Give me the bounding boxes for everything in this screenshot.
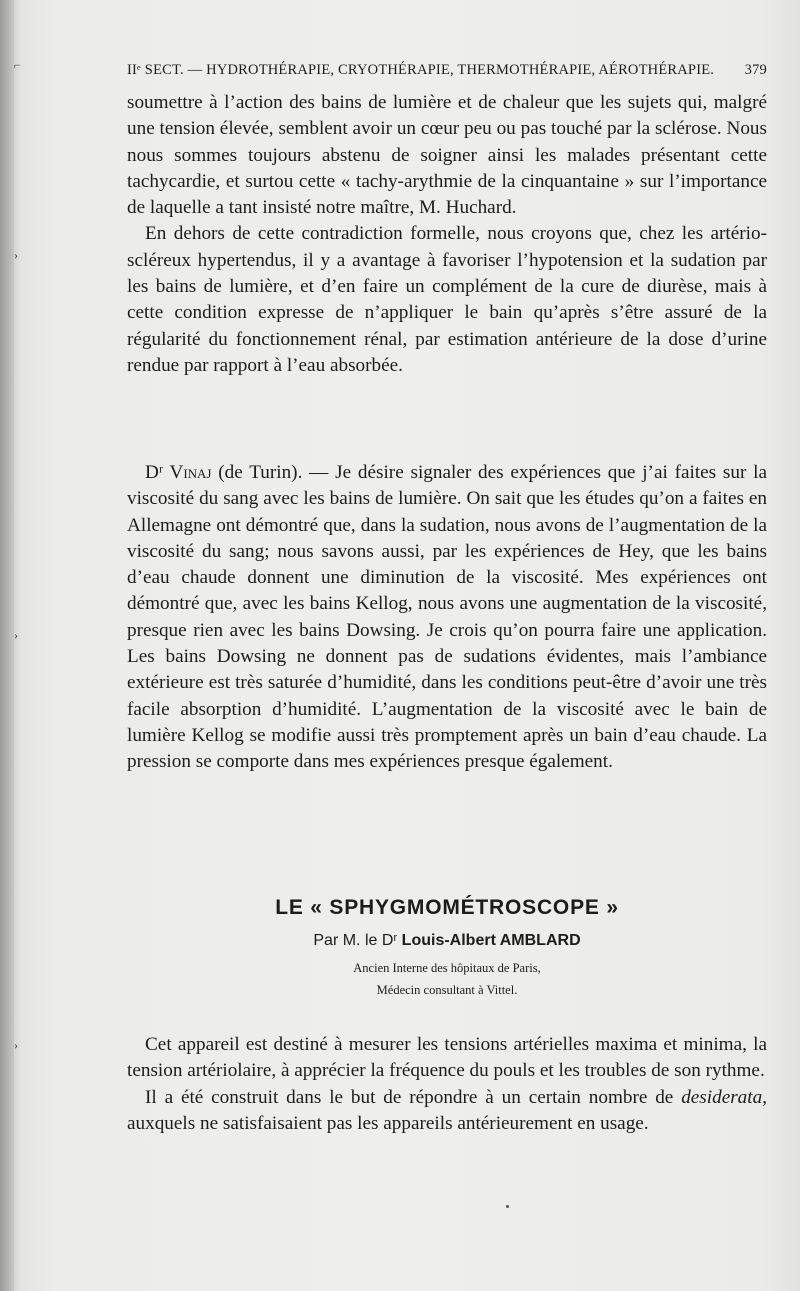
page-number: 379 (744, 62, 767, 78)
page-binding-edge (0, 0, 14, 1291)
running-header (127, 62, 767, 79)
body-text-upper (127, 90, 767, 379)
running-title: IIᵉ SECT. — HYDROTHÉRAPIE, CRYOTHÉRAPIE, THERMOTHÉRAPIE, AÉROTHÉRAPIE. (127, 62, 715, 78)
ink-speck (506, 1205, 509, 1208)
margin-mark: ⌐ (14, 58, 21, 72)
author-name: Louis-Albert AMBLARD (401, 932, 581, 949)
paragraph-2-start: Il a été construit dans le but de répondre à un certain nombre de (145, 1086, 682, 1108)
margin-mark: › (14, 628, 18, 642)
article-paragraph-1: Cet appareil est destiné à mesurer les tensions artérielles maxima et minima, la tension artériolaire, à apprécier la fréquence du pouls et les troubles de son rythme. (127, 1034, 767, 1082)
article-body (127, 1032, 767, 1137)
author-affiliation-2: Médecin consultant à Vittel. (376, 983, 518, 997)
paragraph: En dehors de cette contradiction formelle, nous croyons que, chez les artério-scléreux hypertendus, il y a avantage à favoriser l’hypotension et la sudation par les bains de lumière, et d’en faire un complément de la cure de diurèse, mais à cette condition expresse de n’appliquer le bain qu’après s’être assuré de la régularité du fonctionnement rénal, par estimation antérieure de la dose d’urine rendue par rapport à l’eau absorbée. (127, 223, 767, 376)
author-affiliation-1: Ancien Interne des hôpitaux de Paris, (353, 961, 541, 975)
byline-prefix: Par M. le Dʳ (313, 932, 402, 949)
paragraph-continued: soumettre à l’action des bains de lumière et de chaleur que les sujets qui, malgré une tension élevée, semblent avoir un cœur peu ou pas touché par la sclérose. Nous nous sommes toujours abstenu de soigner ainsi les malades présentant cette tachycardie, et surtou cette « tachy-arythmie de la cinquantaine » sur l’importance de laquelle a tant insisté notre maître, M. Huchard. (127, 92, 767, 219)
paragraph-2-end: , auxquels ne satisfaisaient pas les appareils antérieurement en usage. (127, 1086, 767, 1134)
speaker-name: Dʳ Vinaj (145, 462, 212, 483)
margin-mark: › (14, 1038, 18, 1052)
margin-mark: › (14, 248, 18, 262)
paragraph-2-italic: desiderata (681, 1086, 763, 1108)
article-byline (127, 932, 767, 950)
article-title: LE « SPHYGMOMÉTROSCOPE » (275, 896, 619, 919)
discussion-text (127, 460, 767, 776)
paragraph-vinaj-text: (de Turin). — Je désire signaler des expériences que j’ai faites sur la viscosité du sang avec les bains de lumière. On sait que les études qu’on a faites en Allemagne ont démontré que, dans la sudation, nous avons de l’augmentation de la viscosité du sang; nous savons aussi, par les expériences de Hey, que les bains d’eau chaude donnent une diminution de la viscosité. Mes expériences ont démontré que, avec les bains Kellog, nous avons une augmentation de la viscosité, presque rien avec les bains Dowsing. Je crois qu’on pourra faire une application. Les bains Dowsing ne donnent pas de sudations évidentes, mais l’ambiance extérieure est très saturée d’humidité, dans les conditions peut-être d’avoir une très facile absorption d’humidité. L’augmentation de la viscosité avec le bain de lumière Kellog se modifie aussi très promptement après un bain d’eau chaude. La pression se comporte dans mes expériences presque également. (127, 462, 768, 773)
article-paragraph-2 (127, 1085, 767, 1138)
paragraph-vinaj (127, 460, 767, 776)
